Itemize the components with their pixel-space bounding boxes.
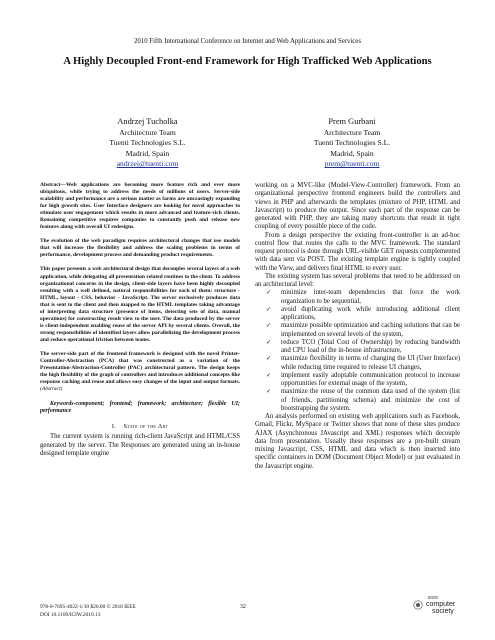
conference-header: 2010 Fifth International Conference on Internet and Web Applications and Services <box>134 38 361 45</box>
footer-isbn: 978-0-7695-4022-1/10 $26.00 © 2010 IEEE <box>40 604 136 610</box>
list-item-text: implement easily adoptable communication protocol to increase opportunities for external usage of the system, <box>281 371 460 387</box>
list-item <box>255 355 460 372</box>
bullet-icon: ✓ <box>266 306 272 313</box>
author-role: Architecture Team <box>119 127 176 137</box>
body-paragraph: An analysis performed on existing web applications such as Facebook, Gmail, Flickr, MySpace or Twitter shows that none of these sites produce AJAX (Asynchronous JAvascript and XML) responses which decouple data from presentation. Usually these responses are a pre-built stream mixing Javascript, CSS, HTML and data which is then inserted into specific containers in DOM (Document Object Model) or just evaluated in the Javascript engine. <box>255 413 460 470</box>
abstract-paragraph: The evolution of the web paradigm requires architectural changes that use models that will increase the flexibility and address the scaling problems in terms of performance, development process and demanding product requirements. <box>40 238 240 259</box>
list-item <box>255 306 460 323</box>
bullet-icon: ✓ <box>266 323 272 330</box>
author-email-link[interactable]: prem@tuenti.com <box>324 159 380 169</box>
list-item-text: maximize flexibility in terms of changing the UI (User Interface) while reducing time required to release UI changes, <box>281 355 460 371</box>
list-item-text: avoid duplicating work while introducing additional client applications, <box>281 305 460 321</box>
author-org: Tuenti Technologies S.L. <box>109 138 186 148</box>
author-city: Madrid, Spain <box>125 148 170 158</box>
author-role: Architecture Team <box>323 127 381 137</box>
abstract-paragraph <box>40 351 240 393</box>
bullet-icon: ✓ <box>266 372 272 379</box>
abstract-tag: (Abstract) <box>40 386 63 393</box>
paper-title: A Highly Decoupled Front-end Framework for High Trafficked Web Applications <box>63 56 432 67</box>
list-item <box>255 322 460 339</box>
svg-text:IEEE: IEEE <box>428 595 439 600</box>
section-numeral: I. <box>111 423 117 431</box>
abstract <box>40 182 240 393</box>
list-item <box>255 372 460 389</box>
body-paragraph: From a design perspective the existing front-controller is an ad-hoc control flow that routes the calls to the MVC framework. The standard request protocol is done through URL-visible GET requests complemented with data sent via POST. The existing template engine is tightly coupled with the View, and delivers final HTML to every user. <box>255 231 460 272</box>
bullet-icon: ✓ <box>266 389 272 396</box>
author-name: Prem Gurbani <box>328 117 376 126</box>
keywords: Keywords-component; frontend; framework; architecture; flexible UI; performance <box>40 401 240 415</box>
ieee-computer-society-logo <box>412 593 464 619</box>
author-org: Tuenti Technologies S.L. <box>313 138 391 148</box>
list-item-text: reduce TCO (Total Cost of Ownership) by reducing bandwidth and CPU load of the in-house infrastructure, <box>281 338 460 354</box>
author-2 <box>262 117 442 170</box>
footer-doi: DOI 10.1109/ICIW.2010.13 <box>40 611 101 618</box>
list-item-text: minimize inter-team dependencies that force the work organization to be sequential, <box>281 289 460 305</box>
bullet-icon: ✓ <box>266 339 272 346</box>
page-number: 32 <box>240 604 246 610</box>
list-item <box>255 289 460 306</box>
right-column <box>255 182 460 471</box>
list-item <box>255 339 460 356</box>
abstract-paragraph: Abstract—Web applications are becoming more feature rich and ever more ubiquitous, while trying to address the needs of millions of users. Server-side scalability and performance are a serious matter as farms are unceasingly expanding for high growth sites. User Interface designers are looking for novel approaches to stimulate user engagement which results in more advanced and feature-rich clients. Remaining competitive requires companies to constantly push and release new features along with overall UI redesigns. <box>40 182 240 231</box>
list-item-text: maximize the reuse of the common data used of the system (list of friends, partitioning schema) and minimize the cost of bootstrapping the system. <box>281 388 460 412</box>
list-item <box>255 388 460 413</box>
left-column <box>40 182 240 458</box>
logo-text-line: society <box>432 608 454 615</box>
bullet-icon: ✓ <box>266 290 272 297</box>
left-body-paragraph: The current system is running rich-client JavaScript and HTML/CSS generated by the server. The Responses are generated using an in-house designed template engine <box>40 433 240 457</box>
abstract-paragraph-text: The server-side part of the frontend framework is designed with the novel Printer-Controller-Abstraction (PCA) that was constructed as a variation of the Presentation-Abstraction-Controller (PAC) architectural pattern. The design keeps the high flexibility of the graph of controllers and introduces additional concepts like response caching and reuse and allows easy changes of the input and output formats. <box>40 350 240 386</box>
author-city: Madrid, Spain <box>330 148 374 158</box>
body-paragraph: working on a MVC-like (Model-View-Controller) framework. From an organizational perspective frontend engineers build the controllers and views in PHP and afterwards the templates (mixture of PHP, HTML and Javascript) to produce the output. Since each part of the response can be generated with PHP, they are taking many shortcuts that result in tight coupling of every possible piece of the code. <box>255 182 460 231</box>
author-email-link[interactable]: andrzej@tuenti.com <box>116 159 179 169</box>
section-title: State of the Art <box>123 423 169 431</box>
author-name: Andrzej Tucholka <box>117 117 178 126</box>
section-heading <box>40 423 240 430</box>
bullet-icon: ✓ <box>266 356 272 363</box>
footer-copyright <box>40 604 136 619</box>
list-item-text: maximize possible optimization and caching solutions that can be implemented on several levels of the system, <box>281 322 460 338</box>
author-1 <box>60 117 235 170</box>
body-paragraph: The existing system has several problems that need to be addressed on an architectural level: <box>255 272 460 288</box>
logo-text-line: computer <box>426 601 456 608</box>
problem-list <box>255 289 460 413</box>
abstract-paragraph: This paper presents a web architectural design that decouples several layers of a web application, while delegating all presentation related routines to the client. To address organizational concerns in the design, client-side layers have been highly decoupled resulting with a well defined, natural responsibilities for each of them: structure - HTML, layout - CSS, behavior - JavaScript. The server exclusively produces data that is sent to the client and then mapped to the HTML templates taking advantage of interpreting data structure (presence of items, detecting sets of data, manual operations) for constructing result view to the user. The data produced by the server is client-independent enabling reuse of the server API by several clients. Overall, the strong responsibilities of identified layers allow parallelizing the development process and reduce operational friction between teams. <box>40 266 240 343</box>
